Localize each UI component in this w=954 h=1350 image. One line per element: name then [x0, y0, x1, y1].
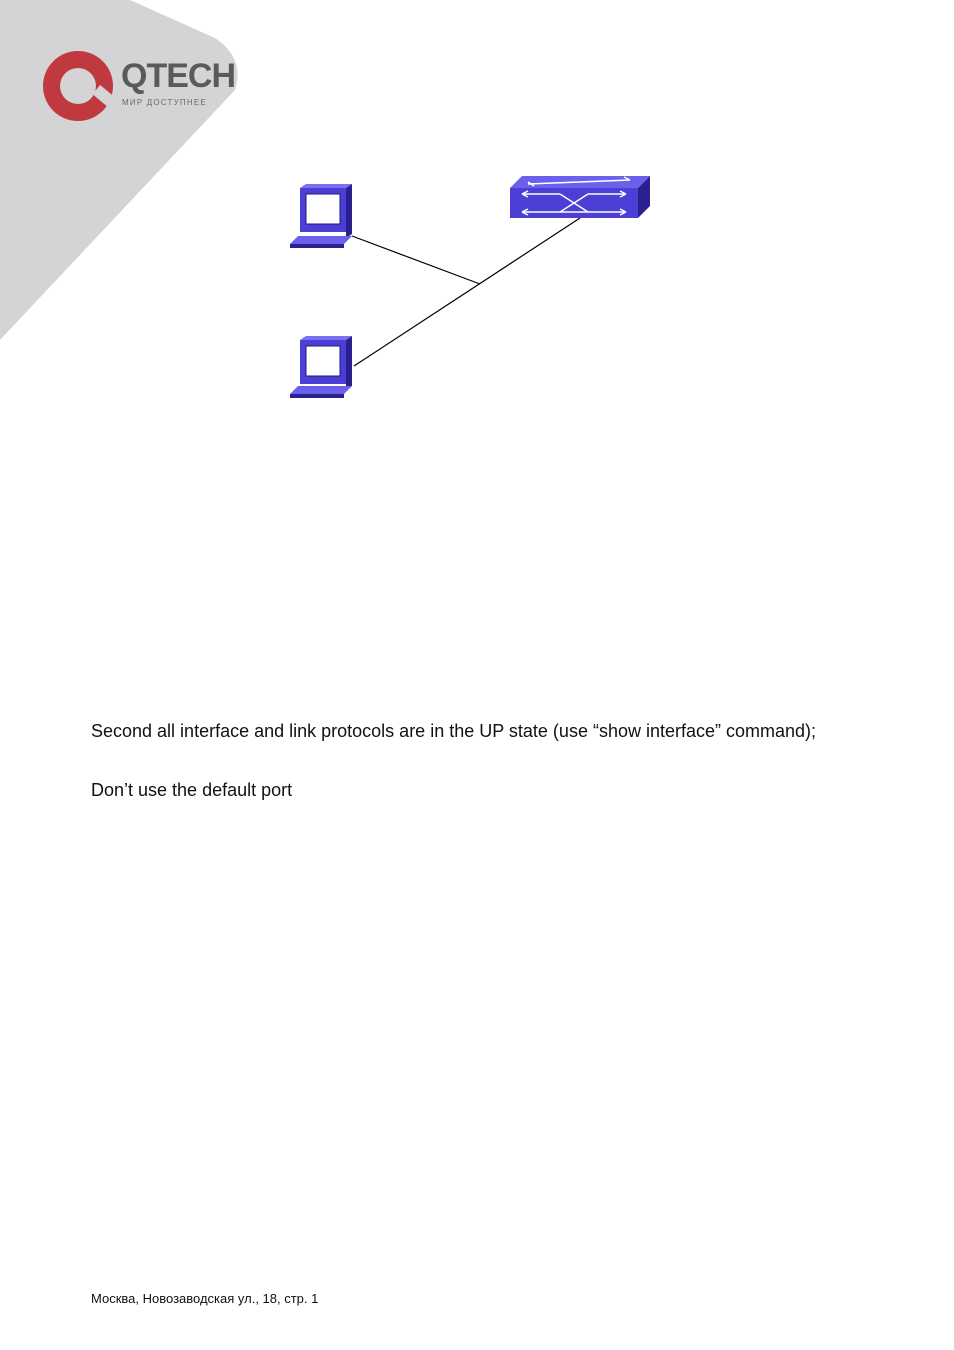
footer-address: Москва, Новозаводская ул., 18, стр. 1 [91, 1291, 319, 1306]
computer-icon [290, 336, 352, 398]
network-diagram [270, 160, 670, 410]
computer-icon [290, 184, 352, 248]
link-bottom-pc [354, 218, 580, 366]
link-top-pc [352, 236, 480, 284]
logo-wordmark: QTECH [121, 57, 235, 95]
logo-tagline: МИР ДОСТУПНЕЕ [122, 98, 207, 107]
body-text-line: Second all interface and link protocols are in the UP state (use “show interface” command); [91, 721, 817, 741]
body-text-line: Don’t use the default port [91, 780, 293, 800]
switch-icon [510, 176, 650, 218]
